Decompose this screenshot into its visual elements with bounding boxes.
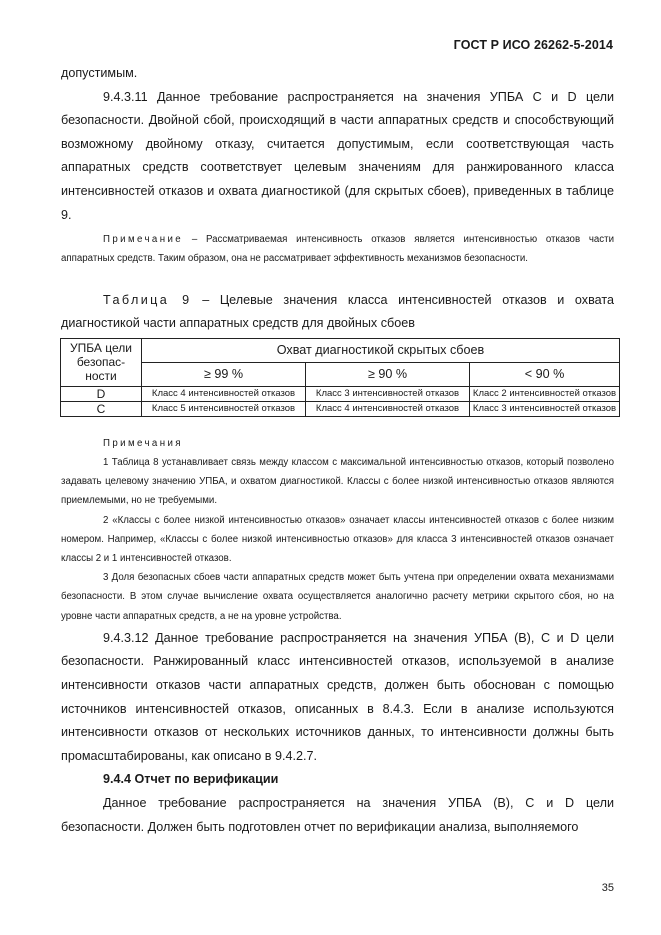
table-subheader-90: ≥ 90 % — [306, 362, 470, 386]
table-cell: Класс 4 интенсивностей отказов — [306, 401, 470, 416]
table-row — [61, 401, 620, 416]
note-1-label: Примечание — [103, 234, 184, 246]
note-item-3: 3 Доля безопасных сбоев части аппаратных средств может быть учтена при определении охвата механизмами безопасности. В этом случае вычисление охвата осуществляется аналогично расчету метрики скрытого сбоя, но на уровне части аппаратных средств, а не на уровне устройства. — [61, 572, 614, 622]
table-cell: Класс 5 интенсивностей отказов — [142, 401, 306, 416]
note-item-2: 2 «Классы с более низкой интенсивностью отказов» означает классы интенсивностей отказов с более низким номером. Например, «Классы с более низкой интенсивностью отказов» для класса 3 интенсивностей отказов означает классы 2 и 1 интенсивностей отказов. — [61, 514, 614, 564]
table-9 — [60, 338, 620, 417]
table-cell-upba: С — [61, 401, 142, 416]
paragraph-9-4-3-12: 9.4.3.12 Данное требование распространяется на значения УПБА (В), С и D цели безопасности. Ранжированный класс интенсивностей отказов, используемой в анализе интенсивности отказов части аппаратных средств, должен быть обоснован с помощью источников интенсивностей отказов, описанных в 8.4.3. Если в анализе используются интенсивности отказов от нескольких источников данных, то интенсивности должны быть промасштабированы, как описано в 9.4.2.7. — [61, 630, 614, 763]
table-subheader-lt90: < 90 % — [470, 362, 620, 386]
table-header-row — [61, 338, 620, 362]
table-caption-label: Таблица 9 — [103, 292, 192, 307]
table-cell-upba: D — [61, 386, 142, 401]
note-1-text: – Рассматриваемая интенсивность отказов является интенсивностью отказов части аппаратных средств. Таким образом, она не рассматривает эффективность механизмов безопасности. — [61, 234, 614, 265]
table-cell: Класс 4 интенсивностей отказов — [142, 386, 306, 401]
note-1 — [61, 230, 614, 268]
table-subheader-99: ≥ 99 % — [142, 362, 306, 386]
notes-heading: Примечания — [103, 437, 183, 449]
paragraph-9-4-3-11: 9.4.3.11 Данное требование распространяется на значения УПБА С и D цели безопасности. Двойной сбой, происходящий в части аппаратных средств и способствующий возможному двойному отказу, считается допустимым, если соответствующая часть аппаратных средств соответствует целевым значениям для ранжированного класса интенсивностей отказов и охвата диагностикой (для скрытых сбоев), приведенных в таблице 9. — [61, 89, 614, 222]
table-subheader-row — [61, 362, 620, 386]
table-cell: Класс 3 интенсивностей отказов — [306, 386, 470, 401]
table-caption-text: – Целевые значения класса интенсивностей отказов и охвата диагностикой части аппаратных средств для двойных сбоев — [61, 292, 614, 331]
table-cell: Класс 2 интенсивностей отказов — [470, 386, 620, 401]
page-content — [61, 62, 617, 839]
table-header-coverage: Охват диагностикой скрытых сбоев — [142, 338, 620, 362]
note-item-1: 1 Таблица 8 устанавливает связь между классом с максимальной интенсивностью отказов, который позволено задавать целевому значению УПБА, и охватом диагностикой. Классы с более низкой интенсивностью отказов являются приемлемыми, но не требуемыми. — [61, 456, 614, 507]
section-heading-9-4-4: 9.4.4 Отчет по верификации — [103, 772, 279, 787]
table-cell: Класс 3 интенсивностей отказов — [470, 401, 620, 416]
document-id: ГОСТ Р ИСО 26262-5-2014 — [453, 38, 613, 52]
table-caption — [61, 289, 614, 336]
table-header-upba: УПБА цели безопас-ности — [61, 338, 142, 386]
page-number: 35 — [601, 882, 614, 894]
table-row — [61, 386, 620, 401]
paragraph-continuation: допустимым. — [61, 66, 138, 80]
paragraph-9-4-4: Данное требование распространяется на значения УПБА (В), С и D цели безопасности. Должен быть подготовлен отчет по верификации анализа, выполняемого — [61, 795, 614, 834]
